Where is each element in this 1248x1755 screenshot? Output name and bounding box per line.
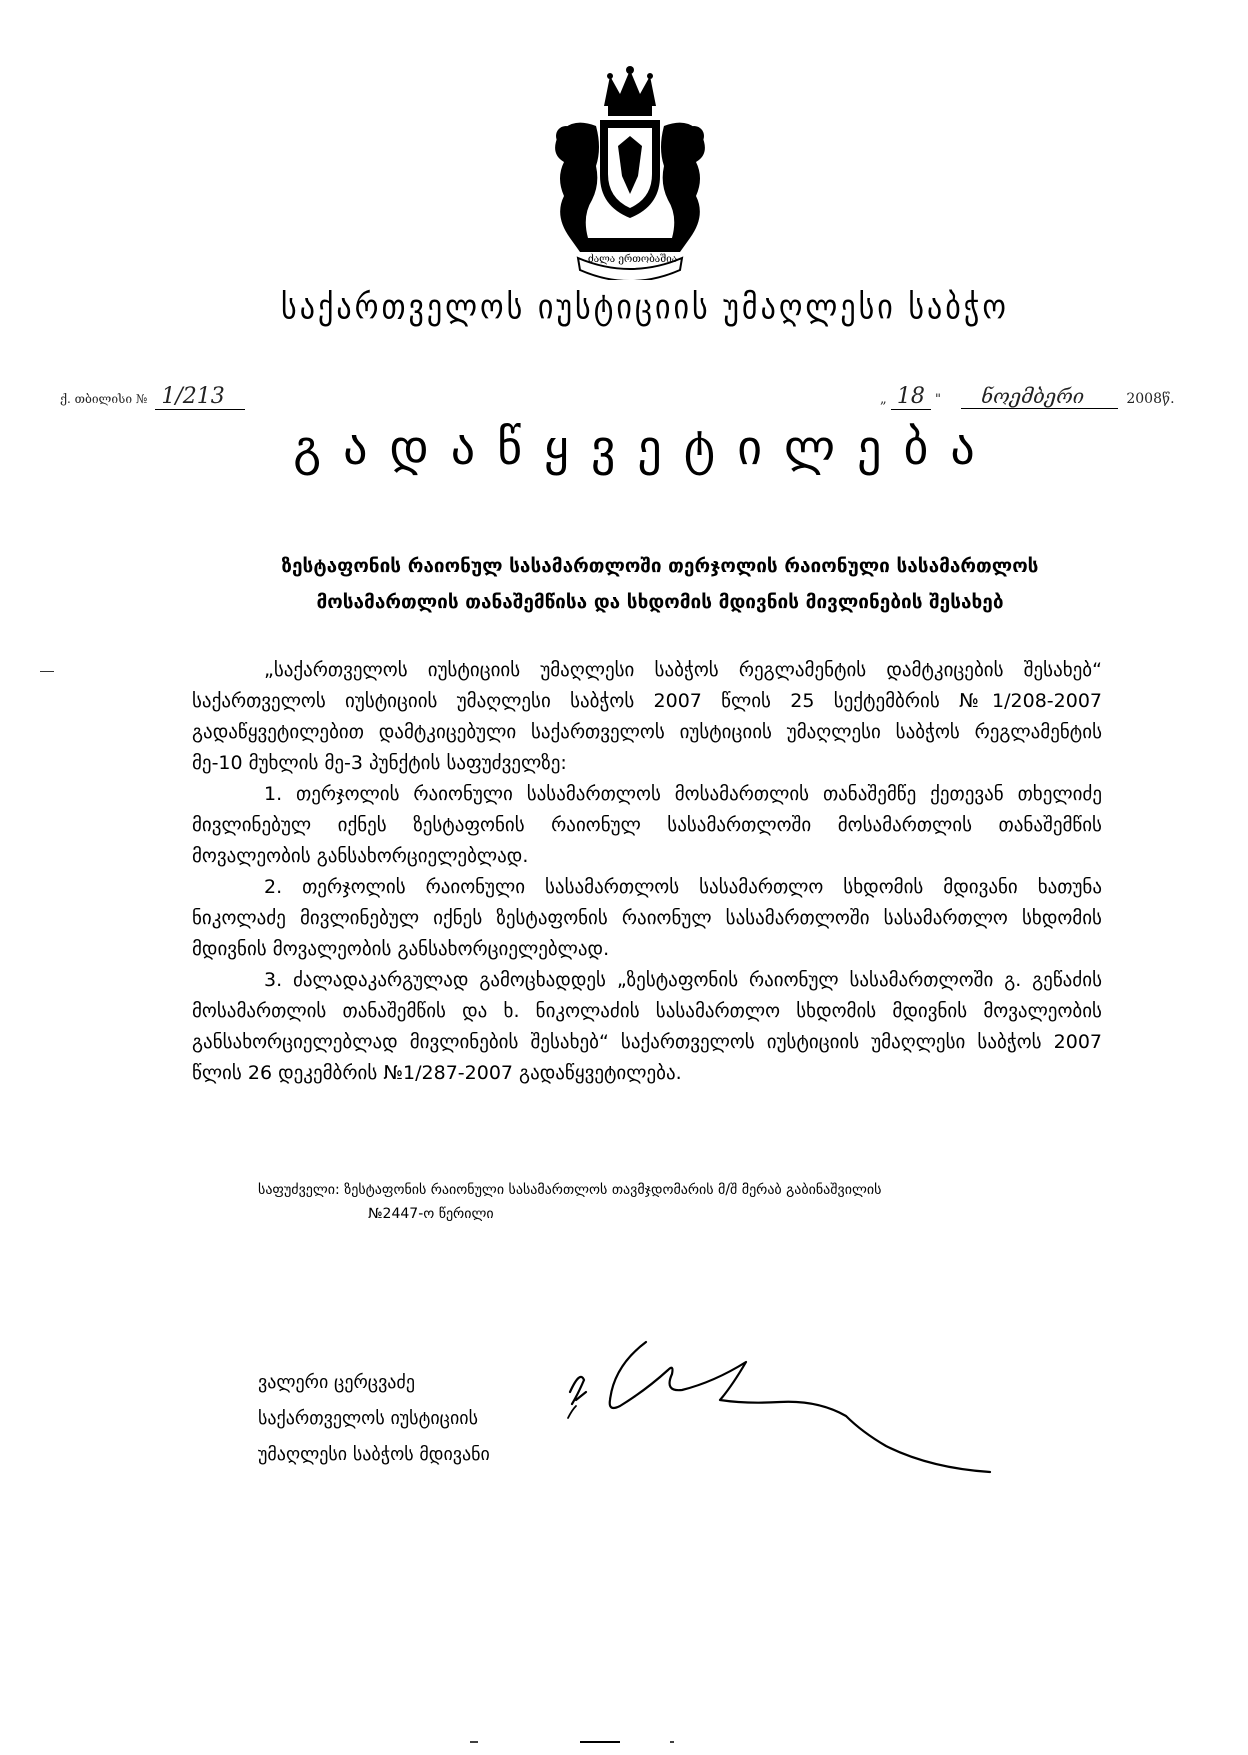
body-item-2: 2. თერჯოლის რაიონული სასამართლოს სასამართლო სხდომის მდივანი ხათუნა ნიკოლაძე მივლინებულ იქნეს ზესტაფონის რაიონულ სასამართლოში სასამართლო სხდომის მდივნის მოვალეობის განსახორციელებლად.	[192, 876, 1102, 960]
document-body	[192, 655, 1102, 1089]
signer-block	[258, 1365, 578, 1473]
date-month: ნოემბერი	[961, 384, 1118, 409]
council-name-heading: საქართველოს იუსტიციის უმაღლესი საბჭო	[281, 287, 1009, 328]
registration-number: 1/213	[155, 384, 244, 410]
body-item-1: 1. თერჯოლის რაიონული სასამართლოს მოსამართლის თანაშემწე ქეთევან თხელიძე მივლინებულ იქნეს ზესტაფონის რაიონულ სასამართლოში მოსამართლის თანაშემწის მოვალეობის განსახორციელებლად.	[192, 783, 1102, 867]
signer-title-line-2: უმაღლესი საბჭოს მდივანი	[258, 1444, 490, 1465]
registration-number-line	[60, 384, 245, 409]
signer-title-line-1: საქართველოს იუსტიციის	[258, 1408, 478, 1429]
margin-mark	[40, 671, 54, 672]
document-subject: ზესტაფონის რაიონულ სასამართლოში თერჯოლის რაიონული სასამართლოს მოსამართლის თანაშემწისა და სხდომის მდივნის მივლინების შესახებ	[281, 555, 1039, 613]
registration-label: ქ. თბილისი №	[60, 392, 148, 406]
emblem-motto: ძალა ერთობაშია	[587, 254, 678, 265]
footer-scan-marks	[470, 1740, 720, 1744]
crown-icon	[604, 66, 656, 116]
basis-note	[258, 1178, 1058, 1226]
signer-name: ვალერი ცერცვაძე	[258, 1372, 415, 1393]
date-line	[880, 384, 1175, 409]
handwritten-signature	[550, 1330, 1000, 1490]
date-day: 18	[891, 384, 931, 410]
date-year: 2008წ.	[1126, 391, 1175, 407]
body-item-3: 3. ძალადაკარგულად გამოცხადდეს „ზესტაფონის რაიონულ სასამართლოში გ. გეწაძის მოსამართლის თანაშემწის და ხ. ნიკოლაძის სასამართლო სხდომის მდივნის მოვალეობის განსახორციელებლად მივლინების შესახებ“ საქართველოს იუსტიციის უმაღლესი საბჭოს 2007 წლის 26 დეკემბრის №1/287-2007 გადაწყვეტილება.	[192, 969, 1102, 1084]
date-prefix: „	[880, 392, 887, 407]
document-title: გადაწყვეტილება	[293, 420, 997, 476]
date-suffix: "	[935, 392, 942, 407]
basis-line-2: №2447-ო წერილი	[368, 1206, 494, 1222]
basis-line-1: საფუძველი: ზესტაფონის რაიონული სასამართლოს თავმჯდომარის მ/შ მერაბ გაბინაშვილის	[258, 1182, 882, 1198]
body-preamble: „საქართველოს იუსტიციის უმაღლესი საბჭოს რეგლამენტის დამტკიცების შესახებ“ საქართველოს იუსტიციის უმაღლესი საბჭოს 2007 წლის 25 სექტემბრის №1/208-2007 გადაწყვეტილებით დამტკიცებული საქართველოს იუსტიციის უმაღლესი საბჭოს რეგლამენტის მე-10 მუხლის მე-3 პუნქტის საფუძველზე:	[192, 659, 1102, 774]
